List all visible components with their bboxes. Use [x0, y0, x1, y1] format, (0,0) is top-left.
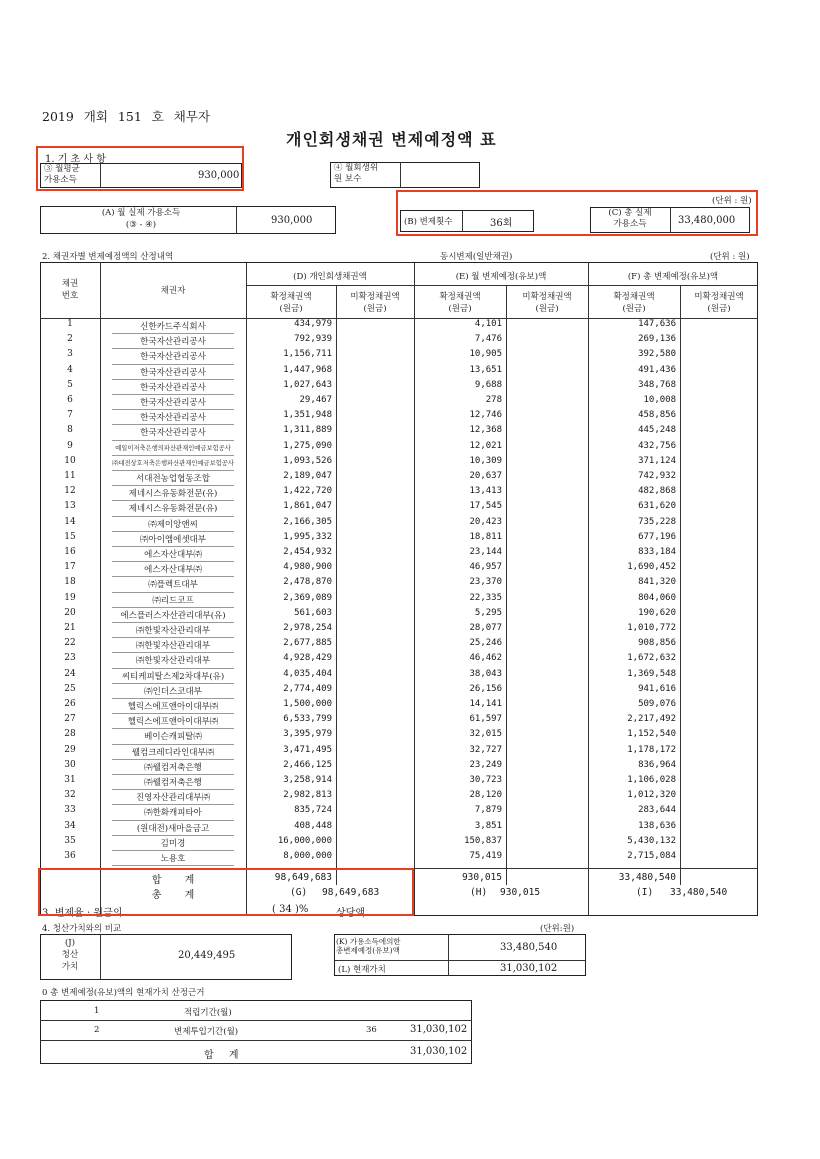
- row-no: 15: [64, 531, 76, 542]
- row-creditor: 제네시스유동화전문(유): [128, 504, 218, 515]
- row-no: 29: [64, 744, 76, 755]
- row-e-confirmed: 5,295: [474, 607, 502, 618]
- row-e-confirmed: 23,249: [469, 759, 502, 770]
- unit-top: (단위 : 원): [712, 196, 752, 206]
- row-e-confirmed: 12,746: [469, 410, 502, 421]
- row-creditor: 한국자산관리공사: [140, 398, 206, 408]
- row-separator: [112, 561, 234, 562]
- basic-section-title: 1. 기 초 사 항: [45, 154, 106, 165]
- row-e-confirmed: 23,370: [469, 577, 502, 588]
- row-separator: [112, 835, 234, 836]
- row-f-confirmed: 269,136: [638, 334, 676, 345]
- row-e-confirmed: 28,077: [469, 623, 502, 633]
- page-title: 개인회생채권 변제예정액 표: [286, 130, 497, 149]
- h-value: 930,015: [500, 887, 541, 898]
- row-creditor: ㈜한빛자산관리대부: [135, 656, 211, 667]
- row-f-confirmed: 833,184: [638, 547, 676, 557]
- row-f-confirmed: 371,124: [638, 455, 676, 466]
- row-separator: [112, 470, 234, 471]
- col-d-header: (D) 개인회생채권액: [293, 272, 367, 282]
- row-no: 9: [67, 440, 73, 451]
- row-separator: [112, 713, 234, 714]
- row-creditor: 한국자산관리공사: [140, 382, 206, 393]
- row-creditor: 한국자산관리공사: [140, 367, 206, 378]
- row-d-confirmed: 1,861,047: [283, 501, 332, 512]
- row-no: 8: [67, 425, 73, 436]
- row-creditor: 헬릭스에프앤아이대부㈜: [127, 702, 219, 712]
- row-separator: [112, 637, 234, 638]
- row-d-confirmed: 2,774,409: [283, 683, 332, 694]
- row-no: 12: [64, 486, 76, 497]
- row-f-confirmed: 677,196: [638, 531, 676, 542]
- row-f-confirmed: 2,217,492: [627, 714, 676, 725]
- row-no: 19: [64, 592, 76, 603]
- row-d-confirmed: 2,978,254: [283, 623, 332, 633]
- row-no: 6: [67, 395, 73, 405]
- row-creditor: 한국자산관리공사: [140, 413, 206, 424]
- row-separator: [112, 409, 234, 410]
- row-separator: [112, 759, 234, 760]
- row-f-confirmed: 836,964: [638, 759, 676, 770]
- col-creditor-header: 채권자: [160, 286, 186, 296]
- row-e-confirmed: 9,688: [474, 379, 502, 390]
- a-value: 930,000: [271, 215, 313, 226]
- row-creditor: ㈜웰컴저축은행: [144, 778, 202, 788]
- row-separator: [112, 394, 234, 395]
- col-no-header: 채권 번호: [61, 279, 79, 301]
- row-no: 24: [64, 668, 76, 679]
- row-d-confirmed: 1,156,711: [283, 349, 332, 360]
- row-separator: [112, 440, 234, 441]
- row-creditor: 노용호: [160, 854, 186, 864]
- row-e-confirmed: 7,879: [474, 805, 502, 816]
- row-e-confirmed: 7,476: [474, 334, 502, 345]
- row-separator: [112, 531, 234, 532]
- sub-e-unconfirmed: 미확정채권액 (원금): [522, 292, 572, 314]
- g-label: (G): [290, 887, 308, 898]
- section2-unit: (단위 : 원): [710, 252, 750, 262]
- row-e-confirmed: 13,413: [469, 486, 502, 497]
- row-d-confirmed: 4,928,429: [283, 653, 332, 664]
- income-label: ③ 월평균 가용소득: [44, 164, 80, 185]
- row-f-confirmed: 491,436: [638, 364, 676, 375]
- row-creditor: ㈜웰컴저축은행: [144, 762, 202, 773]
- row-creditor: 웰컴크레디라인대부㈜: [131, 747, 215, 758]
- highlight-bc: [396, 190, 758, 236]
- repayment-rate-label: 3. 변제율 : 원금의: [42, 908, 123, 919]
- row-f-confirmed: 1,106,028: [627, 775, 676, 785]
- row-no: 21: [64, 623, 76, 633]
- row-e-confirmed: 28,120: [469, 790, 502, 801]
- row-no: 14: [64, 516, 76, 527]
- row-f-confirmed: 1,690,452: [627, 562, 676, 573]
- row-e-confirmed: 14,141: [469, 699, 502, 709]
- i-value: 33,480,540: [670, 887, 728, 898]
- row-d-confirmed: 2,189,047: [283, 471, 332, 481]
- sub-d-unconfirmed: 미확정채권액 (원금): [350, 292, 400, 314]
- row-d-confirmed: 8,000,000: [283, 851, 332, 861]
- row-no: 17: [64, 562, 76, 573]
- row-creditor: 베이슨캐피탈㈜: [144, 732, 202, 743]
- l-value: 31,030,102: [500, 963, 558, 974]
- row-no: 22: [64, 638, 76, 649]
- row-d-confirmed: 792,939: [294, 334, 332, 345]
- row-d-confirmed: 2,454,932: [283, 547, 332, 557]
- income-value: 930,000: [198, 170, 240, 181]
- row-e-confirmed: 25,246: [469, 638, 502, 649]
- row-separator: [112, 424, 234, 425]
- row-creditor: 서대전농업협동조합: [136, 474, 210, 484]
- row-creditor: ㈜한빛자산관리대부: [135, 641, 211, 652]
- row-f-confirmed: 432,756: [638, 440, 676, 451]
- j-value: 20,449,495: [178, 950, 236, 961]
- row-e-confirmed: 12,021: [469, 440, 502, 451]
- row-f-confirmed: 445,248: [638, 425, 676, 436]
- row-d-confirmed: 3,258,914: [283, 775, 332, 785]
- row-e-confirmed: 278: [485, 395, 502, 405]
- row-separator: [112, 652, 234, 653]
- c-value: 33,480,000: [678, 215, 736, 226]
- row-d-confirmed: 434,979: [294, 319, 332, 329]
- row-d-confirmed: 3,395,979: [283, 729, 332, 740]
- row-e-confirmed: 10,905: [469, 349, 502, 360]
- pv-total-label: 합 계: [204, 1050, 239, 1061]
- c-label: (C) 총 실제 가용소득: [608, 208, 652, 229]
- row-no: 25: [64, 683, 76, 694]
- sub-f-unconfirmed: 미확정채권액 (원금): [694, 292, 744, 314]
- k-label: (K) 가용소득에의한 총변제예정(유보)액: [336, 937, 401, 955]
- row-separator: [112, 804, 234, 805]
- sub-f-confirmed: 확정채권액 (원금): [613, 292, 655, 314]
- total-label: 총 계: [151, 890, 195, 901]
- row-no: 4: [67, 364, 73, 375]
- section2-mode: 동시변제(일반채권): [440, 252, 513, 262]
- row-no: 35: [64, 835, 76, 846]
- row-no: 34: [64, 820, 76, 831]
- row-no: 2: [67, 334, 73, 345]
- row-separator: [112, 333, 234, 334]
- row-d-confirmed: 561,603: [294, 607, 332, 618]
- present-value-table: [40, 1000, 472, 1064]
- col-e-header: (E) 월 변제예정(유보)액: [455, 272, 547, 282]
- row-separator: [112, 850, 234, 851]
- row-no: 16: [64, 547, 76, 557]
- g-value: 98,649,683: [322, 887, 380, 898]
- row-separator: [112, 576, 234, 577]
- col-f-header: (F) 총 변제예정(유보)액: [627, 272, 719, 282]
- i-label: (I): [636, 887, 654, 898]
- row-f-confirmed: 482,868: [638, 486, 676, 497]
- section4-unit: (단위:원): [540, 924, 575, 934]
- row-separator: [112, 865, 234, 866]
- row-f-confirmed: 742,932: [638, 471, 676, 481]
- row-d-confirmed: 2,369,089: [283, 592, 332, 603]
- subtotal-f: 33,480,540: [618, 872, 676, 883]
- row-creditor: 김미경: [160, 838, 186, 849]
- row-creditor: 예일이저축은행의파산관재인예금보험공사: [115, 444, 231, 452]
- row-f-confirmed: 1,012,320: [627, 790, 676, 801]
- row-creditor: 에스자산대부㈜: [144, 550, 202, 560]
- row-creditor: ㈜한빛자산관리대부: [135, 626, 211, 636]
- row-f-confirmed: 841,320: [638, 577, 676, 588]
- row-e-confirmed: 20,423: [469, 516, 502, 527]
- pv-row-2-value: 31,030,102: [410, 1024, 468, 1035]
- row-e-confirmed: 18,811: [469, 531, 502, 542]
- row-no: 11: [64, 471, 76, 481]
- row-e-confirmed: 32,727: [469, 744, 502, 755]
- row-no: 33: [64, 805, 76, 816]
- row-creditor: ㈜대전상호저축은행파산관재인예금보험공사: [112, 459, 234, 467]
- row-e-confirmed: 75,419: [469, 851, 502, 861]
- row-e-confirmed: 20,637: [469, 471, 502, 481]
- row-creditor: 씨티케피탈스제2차대부(유): [121, 671, 225, 682]
- row-f-confirmed: 1,369,548: [627, 668, 676, 679]
- row-separator: [112, 774, 234, 775]
- row-creditor: 진영자산관리대부㈜: [135, 793, 211, 804]
- repayment-rate-value: ( 34 )%: [272, 904, 309, 915]
- row-f-confirmed: 138,636: [638, 820, 676, 831]
- row-no: 13: [64, 501, 76, 512]
- row-d-confirmed: 4,035,404: [283, 668, 332, 679]
- row-no: 1: [67, 319, 73, 329]
- row-f-confirmed: 10,008: [643, 395, 676, 405]
- row-creditor: 에스플러스자산관리대부(유): [120, 610, 226, 621]
- row-separator: [112, 500, 234, 501]
- row-f-confirmed: 1,672,632: [627, 653, 676, 664]
- section4-title: 4. 청산가치와의 비교: [42, 924, 122, 934]
- row-e-confirmed: 32,015: [469, 729, 502, 740]
- row-e-confirmed: 61,597: [469, 714, 502, 725]
- row-f-confirmed: 804,060: [638, 592, 676, 603]
- trustee-fee-label: ④ 월회생위 원 보수: [334, 163, 379, 184]
- row-d-confirmed: 1,351,948: [283, 410, 332, 421]
- row-d-confirmed: 4,980,900: [283, 562, 332, 573]
- row-d-confirmed: 1,275,090: [283, 440, 332, 451]
- row-separator: [112, 455, 234, 456]
- row-creditor: (원대전)새마을금고: [136, 823, 210, 834]
- row-d-confirmed: 835,724: [294, 805, 332, 816]
- row-creditor: 신한카드주식회사: [140, 322, 206, 332]
- row-creditor: 에스자산대부㈜: [144, 565, 202, 576]
- row-f-confirmed: 908,856: [638, 638, 676, 649]
- row-e-confirmed: 30,723: [469, 775, 502, 785]
- row-no: 3: [67, 349, 73, 360]
- row-creditor: ㈜리드코프: [152, 595, 194, 606]
- row-f-confirmed: 458,856: [638, 410, 676, 421]
- row-no: 30: [64, 759, 76, 770]
- subtotal-d: 98,649,683: [274, 872, 332, 883]
- row-no: 36: [64, 851, 76, 861]
- b-value: 36회: [490, 218, 513, 229]
- a-label: (A) 월 실제 가용소득 (③ - ④): [101, 208, 181, 230]
- row-no: 27: [64, 714, 76, 725]
- row-d-confirmed: 1,311,889: [283, 425, 332, 436]
- pv-row-1-label: 적립기간(월): [184, 1008, 232, 1018]
- subtotal-label: 합 계: [151, 875, 195, 886]
- row-separator: [112, 379, 234, 380]
- row-d-confirmed: 1,500,000: [283, 699, 332, 709]
- row-separator: [112, 607, 234, 608]
- pv-row-2-label: 변제투입기간(월): [174, 1027, 239, 1037]
- row-f-confirmed: 631,620: [638, 501, 676, 512]
- h-label: (H): [470, 887, 488, 898]
- row-f-confirmed: 190,620: [638, 607, 676, 618]
- pv-row-2-no: 2: [94, 1025, 100, 1035]
- sub-e-confirmed: 확정채권액 (원금): [439, 292, 481, 314]
- sub-d-confirmed: 확정채권액 (원금): [270, 292, 312, 314]
- row-e-confirmed: 22,335: [469, 592, 502, 603]
- row-d-confirmed: 408,448: [294, 820, 332, 831]
- row-no: 20: [64, 607, 76, 618]
- row-e-confirmed: 23,144: [469, 547, 502, 557]
- section2-title: 2. 채권자별 변제예정액의 산정내역: [42, 252, 174, 262]
- k-value: 33,480,540: [500, 942, 558, 953]
- row-e-confirmed: 4,101: [474, 319, 502, 329]
- pv-row-1-no: 1: [94, 1006, 100, 1016]
- row-f-confirmed: 147,636: [638, 319, 676, 329]
- row-separator: [112, 516, 234, 517]
- row-d-confirmed: 29,467: [299, 395, 332, 405]
- row-separator: [112, 348, 234, 349]
- row-no: 28: [64, 729, 76, 740]
- row-no: 7: [67, 410, 73, 421]
- row-no: 5: [67, 379, 73, 390]
- row-d-confirmed: 16,000,000: [277, 835, 332, 846]
- l-label: (L) 현재가치: [338, 965, 386, 975]
- row-creditor: 한국자산관리공사: [140, 352, 206, 363]
- row-d-confirmed: 2,166,305: [283, 516, 332, 527]
- row-creditor: 한국자산관리공사: [140, 428, 206, 439]
- row-d-confirmed: 2,466,125: [283, 759, 332, 770]
- row-f-confirmed: 348,768: [638, 379, 676, 390]
- row-separator: [112, 546, 234, 547]
- row-no: 18: [64, 577, 76, 588]
- row-e-confirmed: 150,837: [464, 835, 502, 846]
- row-e-confirmed: 46,957: [469, 562, 502, 573]
- row-no: 31: [64, 775, 76, 785]
- row-separator: [112, 485, 234, 486]
- row-no: 23: [64, 653, 76, 664]
- row-e-confirmed: 26,156: [469, 683, 502, 694]
- row-f-confirmed: 941,616: [638, 683, 676, 694]
- row-creditor: ㈜제이앙앤씨: [148, 519, 198, 530]
- row-f-confirmed: 2,715,084: [627, 851, 676, 861]
- row-creditor: 헬릭스에프앤아이대부㈜: [127, 717, 219, 728]
- case-line: 2019 개회 151 호 채무자: [42, 109, 211, 124]
- row-separator: [112, 698, 234, 699]
- row-d-confirmed: 1,995,332: [283, 531, 332, 542]
- section5-title: 0 총 변제예정(유보)액의 현재가치 산정근거: [42, 988, 205, 998]
- row-e-confirmed: 3,851: [474, 820, 502, 831]
- row-creditor: ㈜아이엠에셋대부: [140, 534, 206, 545]
- row-d-confirmed: 1,027,643: [283, 379, 332, 390]
- row-e-confirmed: 13,651: [469, 364, 502, 375]
- row-e-confirmed: 17,545: [469, 501, 502, 512]
- row-separator: [112, 789, 234, 790]
- row-d-confirmed: 1,447,968: [283, 364, 332, 375]
- row-separator: [112, 364, 234, 365]
- row-no: 32: [64, 790, 76, 801]
- row-f-confirmed: 392,580: [638, 349, 676, 360]
- row-creditor: 한국자산관리공사: [140, 337, 206, 348]
- subtotal-e: 930,015: [461, 872, 502, 883]
- row-d-confirmed: 6,533,799: [283, 714, 332, 725]
- row-d-confirmed: 3,471,495: [283, 744, 332, 755]
- row-e-confirmed: 38,043: [469, 668, 502, 679]
- row-creditor: ㈜플렉트대부: [148, 580, 198, 591]
- row-creditor: 제네시스유동화전문(유): [128, 489, 218, 500]
- row-d-confirmed: 1,422,720: [283, 486, 332, 497]
- highlight-totals: [38, 868, 414, 916]
- row-e-confirmed: 10,309: [469, 455, 502, 466]
- row-separator: [112, 668, 234, 669]
- row-f-confirmed: 1,178,172: [627, 744, 676, 755]
- row-separator: [112, 728, 234, 729]
- b-label: (B) 변제횟수: [404, 217, 453, 227]
- j-label: (J) 청산 가치: [61, 938, 79, 972]
- row-no: 10: [64, 455, 76, 466]
- row-no: 26: [64, 699, 76, 709]
- row-e-confirmed: 12,368: [469, 425, 502, 436]
- row-d-confirmed: 2,478,870: [283, 577, 332, 588]
- row-separator: [112, 592, 234, 593]
- pv-total-value: 31,030,102: [410, 1046, 468, 1057]
- pv-row-2-months: 36: [366, 1025, 377, 1035]
- row-separator: [112, 820, 234, 821]
- row-d-confirmed: 2,677,885: [283, 638, 332, 649]
- row-f-confirmed: 509,076: [638, 699, 676, 709]
- repayment-rate-suffix: 상당액: [336, 908, 365, 919]
- row-f-confirmed: 1,152,540: [627, 729, 676, 740]
- row-creditor: ㈜인더스코대부: [144, 686, 202, 697]
- row-f-confirmed: 1,010,772: [627, 623, 676, 633]
- row-separator: [112, 744, 234, 745]
- row-f-confirmed: 5,430,132: [627, 835, 676, 846]
- row-separator: [112, 683, 234, 684]
- row-f-confirmed: 283,644: [638, 805, 676, 816]
- row-f-confirmed: 735,228: [638, 516, 676, 527]
- row-creditor: ㈜한화캐피타아: [144, 808, 202, 819]
- row-d-confirmed: 1,093,526: [283, 455, 332, 466]
- row-e-confirmed: 46,462: [469, 653, 502, 664]
- row-d-confirmed: 2,982,813: [283, 790, 332, 801]
- row-separator: [112, 622, 234, 623]
- highlight-basic: [36, 146, 244, 191]
